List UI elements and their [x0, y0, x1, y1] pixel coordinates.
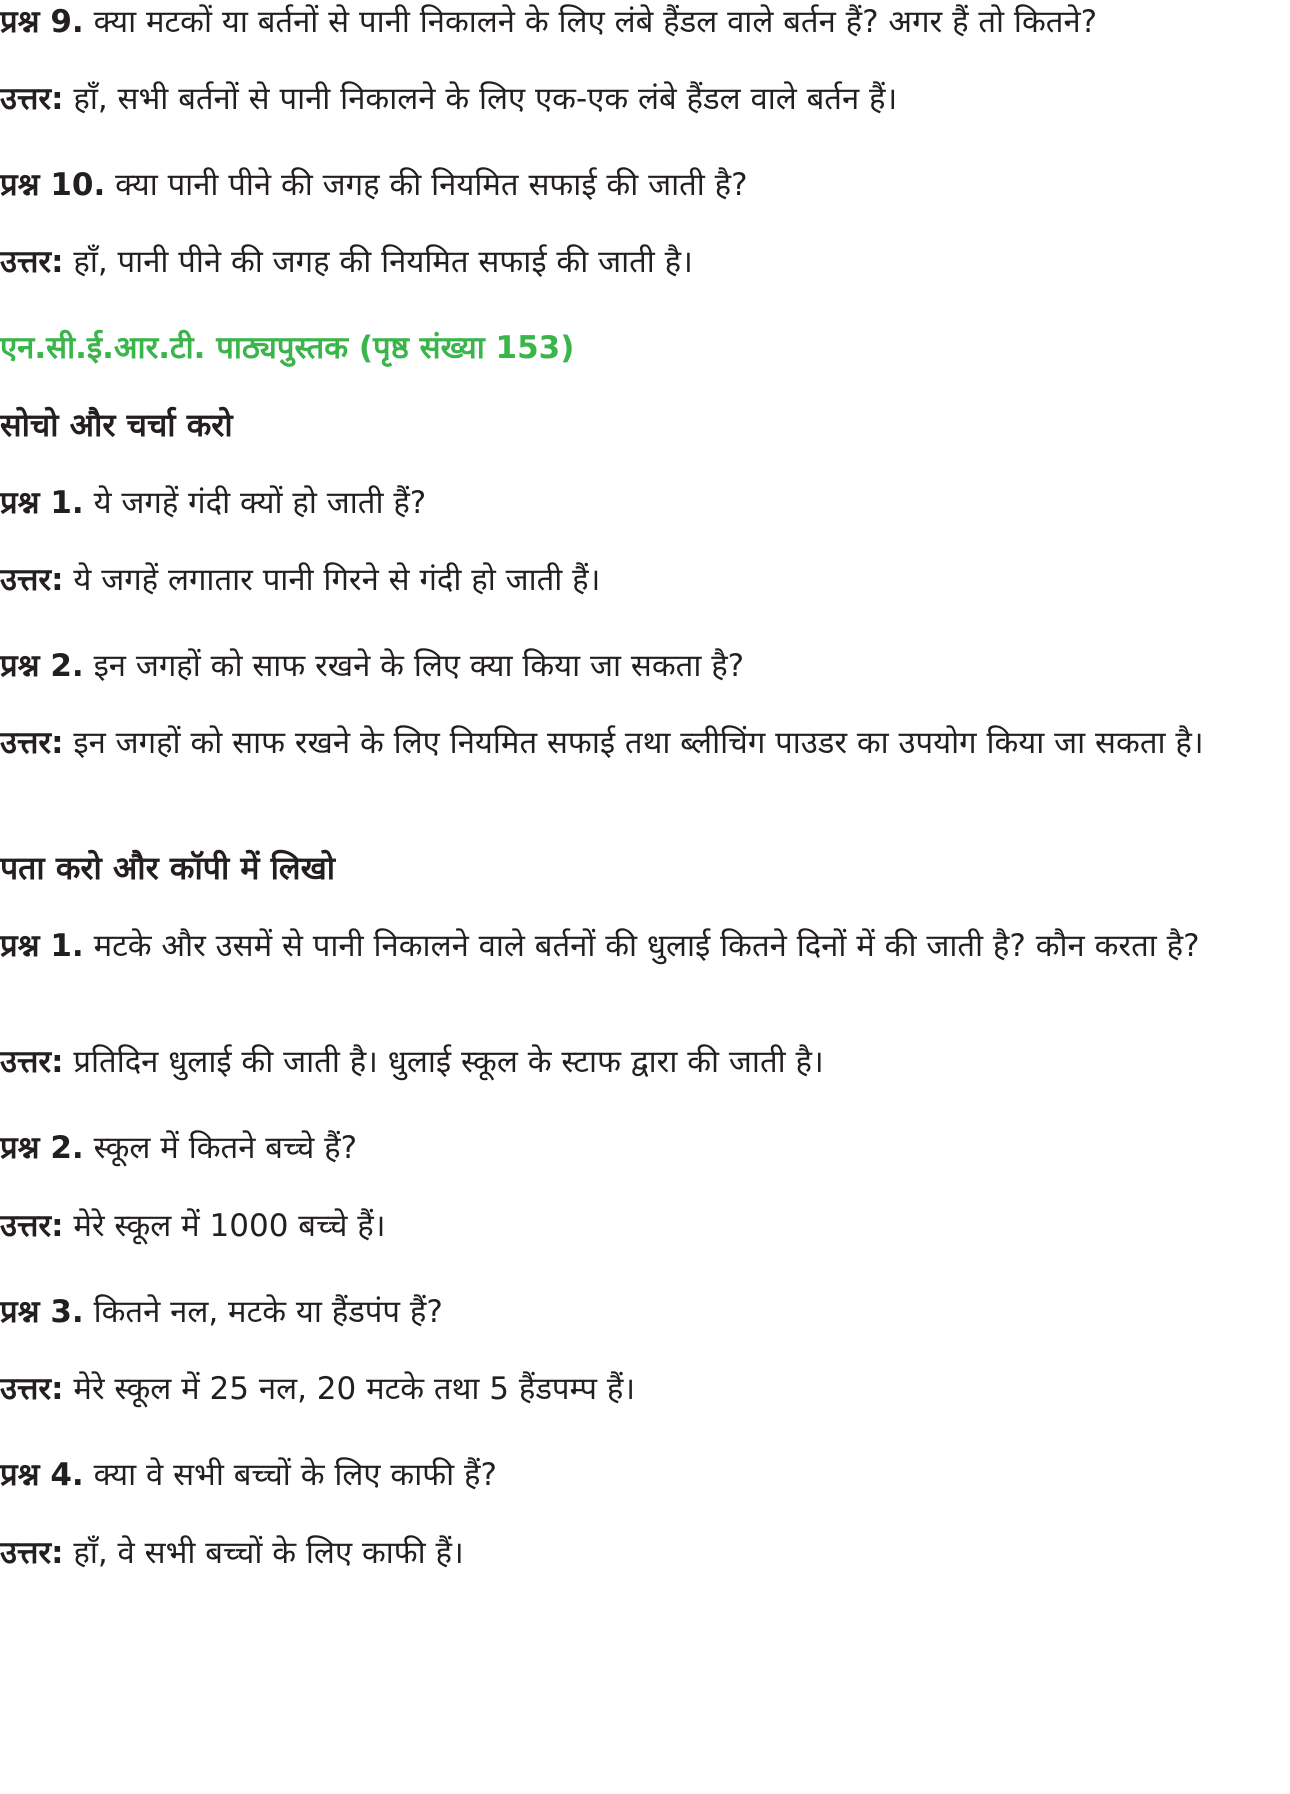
answer-text: हाँ, पानी पीने की जगह की नियमित सफाई की जाती है। — [73, 244, 693, 280]
question-4-findout — [0, 1453, 1290, 1497]
question-text: स्कूल में कितने बच्चे हैं? — [93, 1130, 358, 1166]
answer-text: हाँ, सभी बर्तनों से पानी निकालने के लिए एक-एक लंबे हैंडल वाले बर्तन हैं। — [73, 81, 898, 117]
answer-label: उत्तर: — [0, 1208, 64, 1244]
question-text: क्या पानी पीने की जगह की नियमित सफाई की जाती है? — [115, 167, 748, 203]
answer-1-findout — [0, 1040, 1290, 1084]
question-text: ये जगहें गंदी क्यों हो जाती हैं? — [93, 485, 427, 521]
question-label: प्रश्न 2. — [0, 648, 84, 684]
answer-3-findout — [0, 1367, 1290, 1411]
question-label: प्रश्न 2. — [0, 1130, 84, 1166]
answer-text: हाँ, वे सभी बच्चों के लिए काफी हैं। — [73, 1535, 464, 1571]
answer-text: प्रतिदिन धुलाई की जाती है। धुलाई स्कूल के स्टाफ द्वारा की जाती है। — [73, 1044, 824, 1080]
answer-4-findout — [0, 1531, 1290, 1575]
answer-10 — [0, 240, 1290, 284]
answer-label: उत्तर: — [0, 562, 64, 598]
answer-text: इन जगहों को साफ रखने के लिए नियमित सफाई तथा ब्लीचिंग पाउडर का उपयोग किया जा सकता है। — [73, 725, 1204, 761]
question-1 — [0, 481, 1290, 525]
question-label: प्रश्न 10. — [0, 167, 106, 203]
answer-label: उत्तर: — [0, 1535, 64, 1571]
question-9 — [0, 0, 1290, 44]
answer-9 — [0, 77, 1290, 121]
answer-label: उत्तर: — [0, 725, 64, 761]
question-label: प्रश्न 1. — [0, 485, 84, 521]
question-label: प्रश्न 3. — [0, 1294, 84, 1330]
source-heading: एन.सी.ई.आर.टी. पाठ्यपुस्तक (पृष्ठ संख्या 153) — [0, 330, 575, 366]
question-10 — [0, 163, 1290, 207]
question-3-findout — [0, 1290, 1290, 1334]
question-text: इन जगहों को साफ रखने के लिए क्या किया जा सकता है? — [93, 648, 745, 684]
question-label: प्रश्न 4. — [0, 1457, 84, 1493]
answer-text: मेरे स्कूल में 1000 बच्चे हैं। — [73, 1208, 386, 1244]
answer-label: उत्तर: — [0, 1371, 64, 1407]
answer-text: ये जगहें लगातार पानी गिरने से गंदी हो जाती हैं। — [73, 562, 601, 598]
question-label: प्रश्न 1. — [0, 928, 84, 964]
question-text: क्या वे सभी बच्चों के लिए काफी हैं? — [93, 1457, 497, 1493]
question-label: प्रश्न 9. — [0, 4, 84, 40]
answer-text: मेरे स्कूल में 25 नल, 20 मटके तथा 5 हैंडपम्प हैं। — [73, 1371, 636, 1407]
answer-1 — [0, 558, 1290, 602]
answer-label: उत्तर: — [0, 81, 64, 117]
section-heading-discuss: सोचो और चर्चा करो — [0, 406, 233, 444]
answer-label: उत्तर: — [0, 1044, 64, 1080]
question-2-findout — [0, 1126, 1290, 1170]
question-text: क्या मटकों या बर्तनों से पानी निकालने के लिए लंबे हैंडल वाले बर्तन हैं? अगर हैं तो कितने? — [93, 4, 1098, 40]
question-2 — [0, 644, 1290, 688]
question-1-findout — [0, 924, 1285, 968]
answer-2-findout — [0, 1204, 1290, 1248]
answer-2 — [0, 721, 1285, 765]
answer-label: उत्तर: — [0, 244, 64, 280]
question-text: कितने नल, मटके या हैंडपंप हैं? — [93, 1294, 443, 1330]
section-heading-find-out: पता करो और कॉपी में लिखो — [0, 849, 336, 887]
question-text: मटके और उसमें से पानी निकालने वाले बर्तनों की धुलाई कितने दिनों में की जाती है? कौन करता है? — [93, 928, 1200, 964]
